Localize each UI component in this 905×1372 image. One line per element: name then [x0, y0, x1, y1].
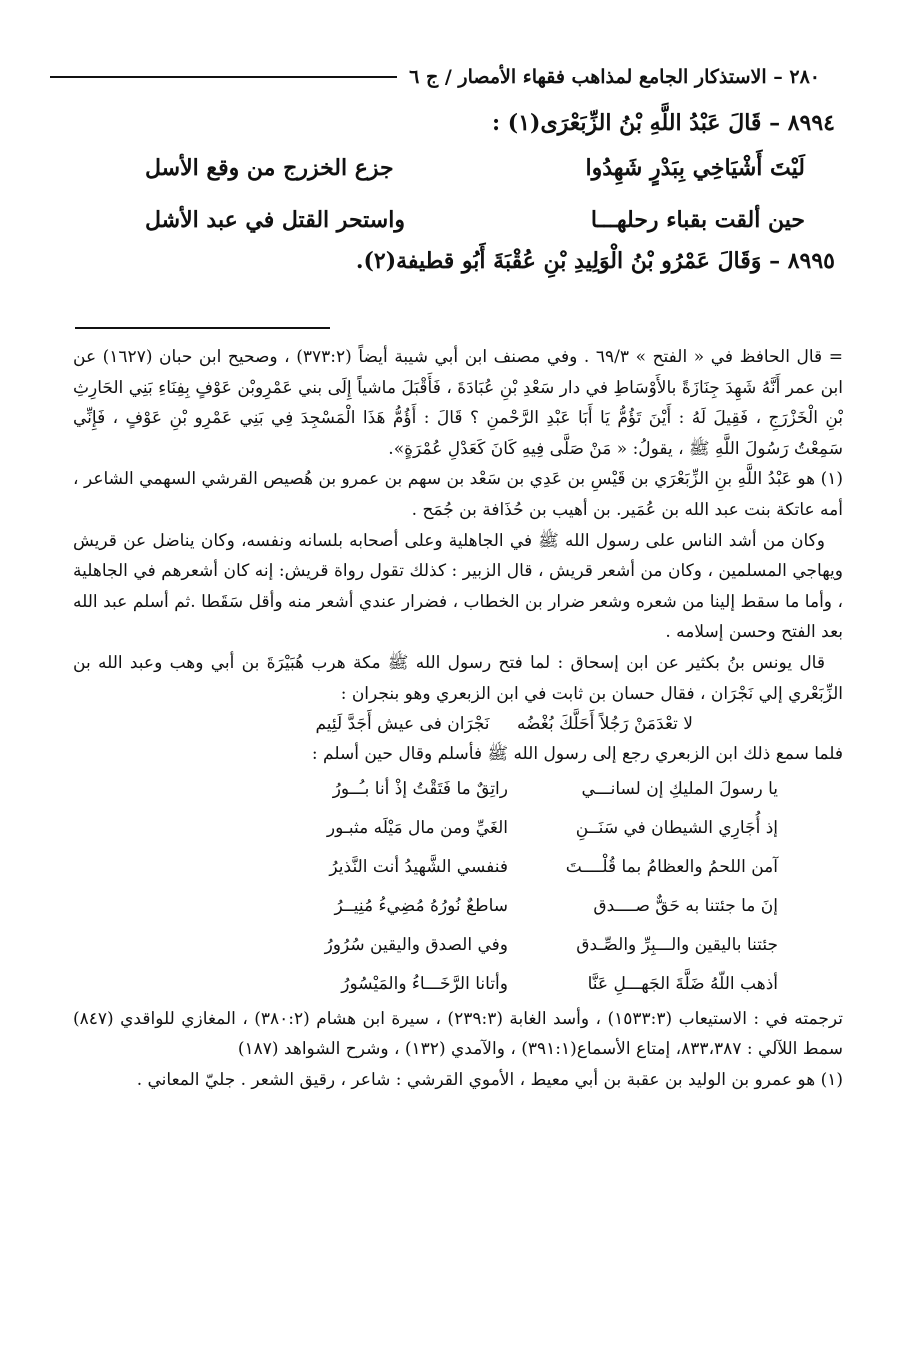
poem-hemistich: ساطعٌ نُورُهُ مُضِيءُ مُنِيــرُ	[334, 895, 508, 916]
poem-hemistich: راتِقٌ ما فَتَقْتُ إذْ أنا بـُــورُ	[332, 778, 508, 799]
poem-couplet	[73, 926, 843, 965]
verse-2-second-hemistich: واستحر القتل في عبد الأشل	[145, 207, 405, 233]
poem-couplet	[73, 848, 843, 887]
poem-couplet	[73, 965, 843, 1004]
footnote-continuation: = قال الحافظ في « الفتح » ٦٩/٣ . وفي مصنف ابن أبي شيبة أيضاً (٣٧٣:٢) ، وصحيح ابن حبان (١٦٢٧) عن ابن عمر أَنَّهُ شَهِدَ جِنَازَةً بالأَوْسَاطِ في دار سَعْدِ بْنِ عُبَادَةَ ، فَأَقْبَلَ ماشياً إِلَى بني عَمْرِوبْن عَوْفٍ بِفِنَاءِ بَنِي الحَارِثِ بْنِ الْخَزْرَجِ ، فَقِيلَ لَهُ : أَيْنَ تَؤُمُّ يَا أَبَا عَبْدِ الرَّحْمنِ ؟ قَالَ : أَؤُمُّ هَذَا الْمَسْجِدَ فِي بَنِي عَمْرِو بْنِ عَوْفٍ ، فَإِنِّي سَمِعْتُ رَسُولَ اللَّهِ ﷺ ، يقولُ: « مَنْ صَلَّى فِيهِ كَانَ كَعَدْلِ عُمْرَةٍ».	[73, 347, 843, 459]
poem-hemistich: أذهب اللّهُ ضَلَّةَ الجَهـــلِ عَنَّا	[587, 973, 778, 994]
running-header	[50, 62, 820, 92]
verse-1-second-hemistich: جزع الخزرج من وقع الأسل	[145, 155, 394, 181]
poem-hemistich: وفي الصدق واليقين سُرُورُ	[324, 934, 508, 955]
poem-hemistich: إذ أُجَارِي الشيطان في سَنَــنِ	[575, 817, 778, 838]
footnotes	[73, 342, 843, 1096]
poem-couplet	[73, 887, 843, 926]
footnote-1-career: وكان من أشد الناس على رسول الله ﷺ في الجاهلية وعلى أصحابه بلسانه ونفسه، وكان يناضل عن قريش ويهاجي المسلمين ، وكان من أشعر قريش ، قال الزبير : كذلك تقول رواة قريش: إنه كان أشعرهم في الجاهلية ، وأما ما سقط إلينا من شعره وشعر ضرار بن الخطاب ، فضرار عندي أشعر منه وأقل سَقَطا .ثم أسلم عبد الله بعد الفتح وحسن إسلامه .	[73, 530, 843, 643]
poem-hemistich: إنَ ما جئتنا به حَقٌّ صــــدق	[593, 895, 778, 916]
footnote-1-flight: قال يونس بنُ بكثير عن ابن إسحاق : لما فتح رسول الله ﷺ مكة هرب هُبَيْرَةَ بن أبي وهب وعبد الله بن الزِّبَعْري إلي نَجْرَان ، فقال حسان بن ثابت في ابن الزبعري وهو بنجران :	[73, 652, 843, 704]
poem-couplet	[73, 770, 843, 809]
poem-hemistich: آمن اللحمُ والعظامُ بما قُلْــــتَ	[565, 856, 778, 877]
footnote-1-bio: (١) هو عَبْدُ اللَّهِ بنِ الزِّبَعْرَي بن قَيْسِ بن عَدِي بن سَعْد بن سهم بن عمرو بن هُصيص القرشي السهمي الشاعر ، أمه عاتكة بنت عبد الله بن عُمَير. بن أهيب بن حُذَافة بن جُمَح .	[73, 469, 843, 520]
footnote-separator	[75, 327, 330, 329]
running-header-text: ٢٨٠ – الاستذكار الجامع لمذاهب فقهاء الأمصار / ج ٦	[409, 66, 820, 88]
hassan-verse-second: نَجْرَان فى عيش أَجَدَّ لَئِيم	[315, 714, 490, 735]
hassan-verse-first: لا تعْدَمَنْ رَجُلاً أَحَلَّكَ بُغْضُه	[516, 714, 693, 735]
entry-8995: ٨٩٩٥ – وَقَالَ عَمْرُو بْنُ الْوَلِيدِ بْنِ عُقْبَةَ أَبُو قطيفة(٢).	[355, 248, 835, 274]
poem-hemistich: جئتنا باليقين والـــبِرِّ والصِّـدق	[576, 934, 778, 955]
verse-1-first-hemistich: لَيْتَ أَشْيَاخِي بِبَدْرٍ شَهِدُوا	[585, 155, 805, 181]
entry-8994: ٨٩٩٤ – قَالَ عَبْدُ اللَّهِ بْنُ الزِّبَعْرَى(١) :	[492, 110, 835, 136]
footnote-1-conversion: فلما سمع ذلك ابن الزبعري رجع إلى رسول الله ﷺ فأسلم وقال حين أسلم :	[311, 744, 843, 765]
footnote-2: (١) هو عمرو بن الوليد بن عقبة بن أبي معيط ، الأموي القرشي : شاعر ، رقيق الشعر . جليّ المعاني .	[136, 1069, 843, 1090]
poem-couplet	[73, 809, 843, 848]
verse-1	[145, 142, 835, 194]
poem-hemistich: يا رسولَ المليكِ إن لسانـــي	[581, 778, 778, 799]
poem-hemistich: وأتانا الرَّخَـــاءُ والمَيْسُورُ	[341, 973, 508, 994]
main-text	[145, 108, 835, 280]
verse-2-first-hemistich: حين ألقت بقباء رحلهـــا	[590, 207, 805, 233]
header-rule	[50, 76, 397, 78]
poem-hemistich: الغَيِّ ومن مال مَيْلَه مثبـور	[326, 817, 508, 838]
footnote-1-sources: ترجمته في : الاستيعاب (١٥٣٣:٣) ، وأسد الغابة (٢٣٩:٣) ، سيرة ابن هشام (٣٨٠:٢) ، المغازي للواقدي (٨٤٧) سمط اللآلي : ٨٣٣،٣٨٧، إمتاع الأسماع(٣٩١:١) ، والآمدي (١٣٢) ، وشرح الشواهد (١٨٧)	[73, 1008, 843, 1060]
poem-hemistich: فنفسي الشَّهيدُ أنت النَّذيرُ	[329, 856, 508, 877]
conversion-poem	[73, 770, 843, 1004]
verse-2	[145, 194, 835, 246]
hassan-verse	[73, 709, 843, 739]
